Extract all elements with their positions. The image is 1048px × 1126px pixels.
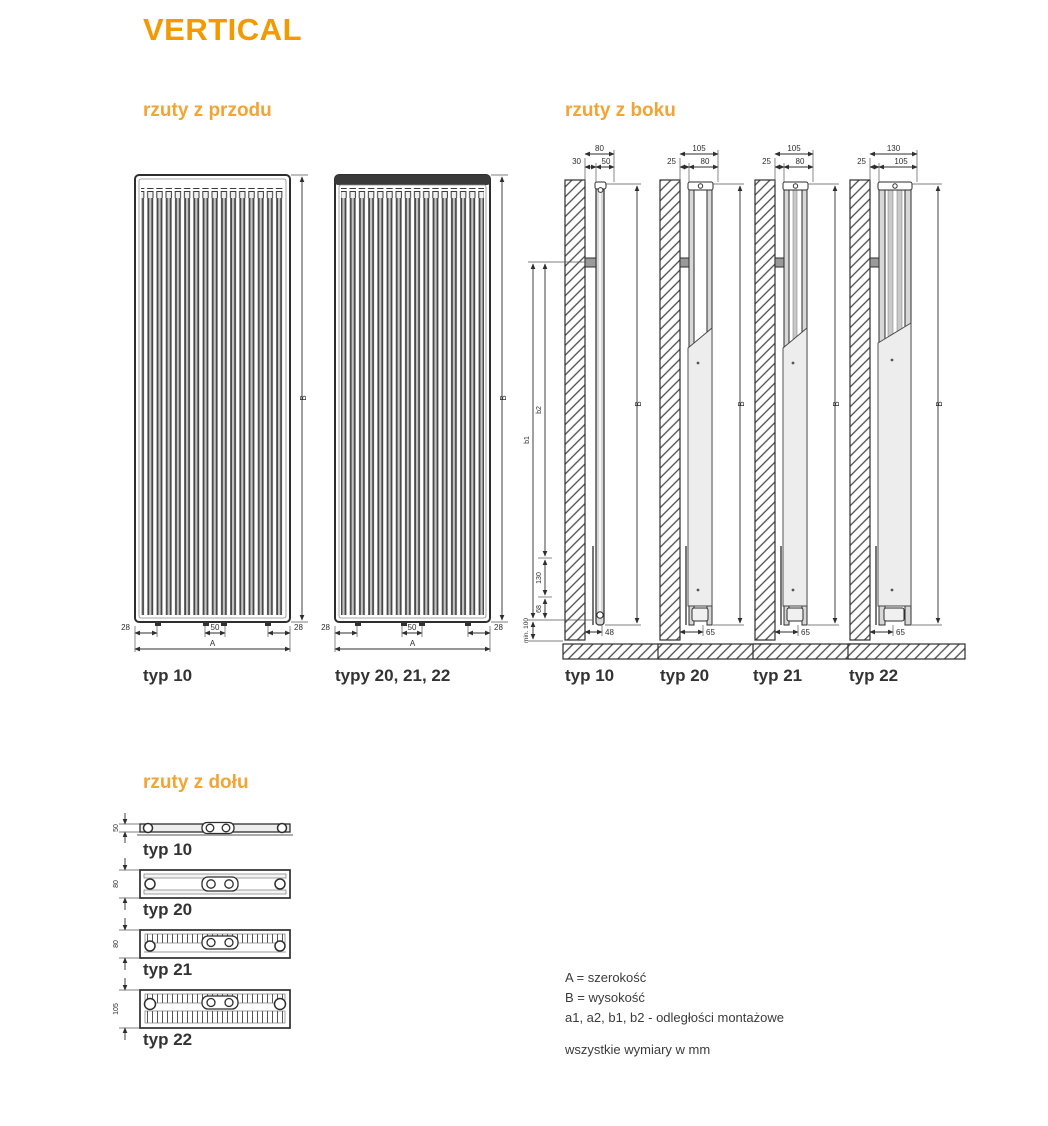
- dim-label-depth: 105: [113, 1003, 120, 1015]
- dim-label-bottom: 65: [706, 628, 715, 637]
- bottom-view-typ20-label: typ 20: [143, 900, 193, 919]
- dim-label-center: 50: [210, 623, 220, 632]
- section-heading-side-views: rzuty z boku: [565, 100, 676, 121]
- bottom-valve: [884, 608, 904, 621]
- dim-label-bottom: 48: [605, 628, 614, 637]
- dim-label-wall-gap: 25: [857, 157, 866, 166]
- side-view-typ21-label: typ 21: [753, 666, 803, 685]
- dim-label-width: A: [409, 639, 416, 648]
- dim-label-wall-gap: 25: [667, 157, 676, 166]
- dim-label-width: A: [209, 639, 216, 648]
- front-view-typ202122-radiator: [335, 175, 490, 626]
- bottom-view-typ10: [113, 813, 293, 843]
- dim-label-left: 28: [321, 623, 330, 632]
- side-view-typ22: [848, 144, 965, 659]
- dim-label-height: B: [832, 401, 841, 407]
- bottom-view-typ10-label: typ 10: [143, 840, 193, 859]
- fins: [341, 198, 484, 615]
- page-title: VERTICAL: [143, 12, 302, 47]
- legend-note-units: wszystkie wymiary w mm: [565, 1042, 711, 1057]
- bottom-view-typ21: [113, 918, 290, 970]
- wall-bracket: [870, 258, 879, 267]
- dim-label-height: B: [499, 395, 508, 401]
- dim-label-min100: min. 100: [523, 618, 530, 643]
- side-views-drawing: [520, 138, 970, 668]
- dim-label-depth: 80: [113, 940, 120, 948]
- dim-label-total: 130: [886, 144, 901, 153]
- section-heading-front-views: rzuty z przodu: [143, 100, 272, 121]
- side-view-typ20-label: typ 20: [660, 666, 710, 685]
- legend: [565, 968, 985, 1060]
- dim-label-depth: 105: [894, 157, 908, 166]
- fins: [141, 198, 284, 615]
- dim-label-height: B: [737, 401, 746, 407]
- side-cover: [878, 323, 911, 606]
- front-view-typ10-radiator: [135, 175, 290, 626]
- wall: [565, 180, 585, 640]
- wall-bracket: [775, 258, 784, 267]
- front-view-typ10-height-dim: [291, 175, 308, 622]
- dim-label-68: 68: [536, 605, 543, 613]
- bottom-valve: [787, 608, 803, 621]
- legend-line-height: B = wysokość: [565, 990, 645, 1005]
- bottom-view-typ20: [113, 858, 290, 910]
- dim-label-wall-gap: 30: [572, 157, 581, 166]
- dim-label-total: 105: [787, 144, 801, 153]
- wall: [660, 180, 680, 640]
- dim-label-b1: b1: [524, 436, 531, 444]
- legend-line-width: A = szerokość: [565, 970, 647, 985]
- wall-bracket: [680, 258, 689, 267]
- dim-label-b2: b2: [536, 406, 543, 414]
- front-view-typ202122-height-dim: [491, 175, 508, 622]
- bottom-view-typ22-label: typ 22: [143, 1030, 193, 1049]
- legend-line-mounting: a1, a2, b1, b2 - odległości montażowe: [565, 1010, 784, 1025]
- dim-label-left: 28: [121, 623, 130, 632]
- fin-caps: [341, 188, 484, 198]
- side-view-typ10: [523, 144, 677, 659]
- dim-label-depth: 80: [700, 157, 710, 166]
- side-cover: [783, 328, 807, 606]
- front-view-typ10-bottom-dims: [121, 623, 303, 652]
- bottom-view-typ21-label: typ 21: [143, 960, 193, 979]
- dim-label-height: B: [299, 395, 308, 401]
- dim-label-right: 28: [494, 623, 503, 632]
- front-views-drawing: [110, 140, 550, 668]
- dim-label-total: 80: [595, 144, 604, 153]
- dim-label-bottom: 65: [801, 628, 810, 637]
- wall-bracket: [585, 258, 596, 267]
- bottom-valve: [692, 608, 708, 621]
- front-view-typ202122-bottom-dims: [321, 623, 503, 652]
- dim-label-height: B: [935, 401, 944, 407]
- floor: [848, 644, 965, 659]
- side-cover: [688, 328, 712, 606]
- bottom-view-typ22: [113, 978, 290, 1040]
- side-view-typ10-label: typ 10: [565, 666, 615, 685]
- dim-label-depth: 80: [113, 880, 120, 888]
- fin-caps: [141, 188, 284, 198]
- dim-label-depth: 80: [795, 157, 805, 166]
- wall: [850, 180, 870, 640]
- dim-label-wall-gap: 25: [762, 157, 771, 166]
- dim-label-center: 50: [407, 623, 417, 632]
- dim-label-height: B: [634, 401, 643, 407]
- side-view-typ22-label: typ 22: [849, 666, 899, 685]
- front-view-typ10-label: typ 10: [143, 666, 193, 685]
- dim-label-depth: 50: [113, 824, 120, 832]
- section-heading-bottom-views: rzuty z dołu: [143, 772, 249, 793]
- dim-label-depth: 50: [601, 157, 611, 166]
- dim-label-bottom: 65: [896, 628, 905, 637]
- dim-label-130: 130: [536, 572, 543, 584]
- convector-fins-bottom: [145, 1011, 285, 1023]
- dim-label-right: 28: [294, 623, 303, 632]
- front-view-typ202122-label: typy 20, 21, 22: [335, 666, 451, 685]
- top-grille: [335, 175, 490, 185]
- dim-label-total: 105: [692, 144, 706, 153]
- wall: [755, 180, 775, 640]
